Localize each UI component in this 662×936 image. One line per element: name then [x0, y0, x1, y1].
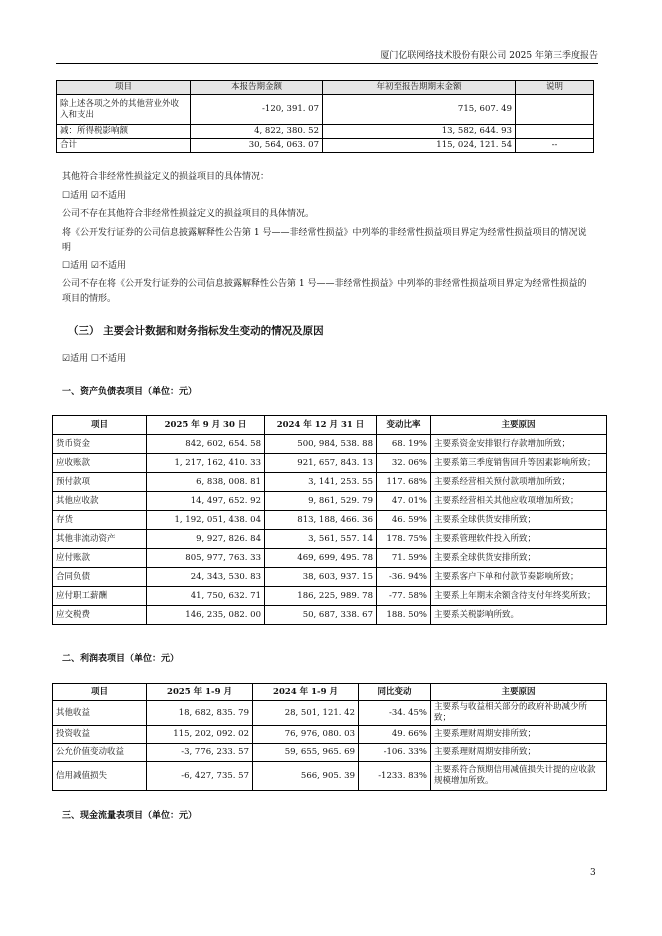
balance-sheet-table — [52, 415, 607, 625]
cell-current: 24, 343, 530. 83 — [147, 568, 265, 587]
cell-prior: 566, 905. 39 — [253, 762, 359, 791]
cell-current: 115, 202, 092. 02 — [147, 726, 253, 744]
cell-reason: 主要系关税影响所致。 — [431, 606, 607, 625]
cell-prior: 186, 225, 989. 78 — [265, 587, 377, 606]
col-header: 同比变动 — [359, 684, 431, 701]
section-title: （三） 主要会计数据和财务指标发生变动的情况及原因 — [68, 325, 324, 337]
cell-prior: 500, 984, 538. 88 — [265, 435, 377, 454]
col-header: 2024 年 12 月 31 日 — [265, 416, 377, 435]
cell-reason: 主要系上年期末余额含待支付年终奖所致； — [431, 587, 607, 606]
table-row — [53, 744, 607, 762]
cell-prior: 469, 699, 495. 78 — [265, 549, 377, 568]
table-row — [53, 726, 607, 744]
cell-item: 应付账款 — [53, 549, 147, 568]
cell-reason: 主要系管理软件投入所致； — [431, 530, 607, 549]
cell-item: 除上述各项之外的其他营业外收入和支出 — [57, 95, 191, 125]
paragraph: 将《公开发行证券的公司信息披露解释性公告第 1 号——非经常性损益》中列举的非经常性损益项目界定为经常性损益项目的情况说明 — [62, 228, 587, 253]
cell-prior: 3, 141, 253. 55 — [265, 473, 377, 492]
cell-reason: 主要系全球供货安排所致； — [431, 511, 607, 530]
table-row — [53, 492, 607, 511]
col-header: 项目 — [53, 416, 147, 435]
cell-value: 13, 582, 644. 93 — [323, 125, 516, 139]
paragraph: 公司不存在其他符合非经常性损益定义的损益项目的具体情况。 — [62, 209, 315, 219]
header-rule — [56, 63, 598, 64]
cell-value: 30, 564, 063. 07 — [191, 139, 323, 153]
cell-item: 应付职工薪酬 — [53, 587, 147, 606]
checkbox-applicable: ☑适用 ☐不适用 — [62, 354, 126, 364]
balance-sheet-title: 一、资产负债表项目（单位：元） — [62, 387, 198, 397]
cell-change: -1233. 83% — [359, 762, 431, 791]
col-header: 主要原因 — [431, 684, 607, 701]
cell-prior: 76, 976, 080. 03 — [253, 726, 359, 744]
col-header: 变动比率 — [377, 416, 431, 435]
col-header: 年初至报告期期末金额 — [323, 81, 516, 95]
cell-item: 合同负债 — [53, 568, 147, 587]
cell-current: 842, 602, 654. 58 — [147, 435, 265, 454]
table-row — [53, 435, 607, 454]
cell-item: 减：所得税影响额 — [57, 125, 191, 139]
cell-reason: 主要系符合预期信用减值损失计提的应收款规模增加所致。 — [431, 762, 607, 791]
cell-reason: 主要系与收益相关部分的政府补助减少所致； — [431, 701, 607, 726]
cell-current: 1, 192, 051, 438. 04 — [147, 511, 265, 530]
paragraph: 公司不存在将《公开发行证券的公司信息披露解释性公告第 1 号——非经常性损益》中列举的非经常性损益项目界定为经常性损益的项目的情形。 — [62, 279, 587, 304]
cell-prior: 50, 687, 338. 67 — [265, 606, 377, 625]
cell-current: -3, 776, 233. 57 — [147, 744, 253, 762]
cell-item: 其他收益 — [53, 701, 147, 726]
cell-item: 合计 — [57, 139, 191, 153]
cell-value: 715, 607. 49 — [323, 95, 516, 125]
cell-prior: 813, 188, 466. 36 — [265, 511, 377, 530]
col-header: 本报告期金额 — [191, 81, 323, 95]
cell-current: 1, 217, 162, 410. 33 — [147, 454, 265, 473]
cell-item: 其他应收款 — [53, 492, 147, 511]
table-header-row — [53, 684, 607, 701]
col-header: 项目 — [57, 81, 191, 95]
cell-current: 6, 838, 008. 81 — [147, 473, 265, 492]
page-number: 3 — [590, 868, 596, 878]
cell-change: -34. 45% — [359, 701, 431, 726]
cell-item: 应交税费 — [53, 606, 147, 625]
col-header: 说明 — [516, 81, 594, 95]
cell-prior: 921, 657, 843. 13 — [265, 454, 377, 473]
checkbox-applicable: ☐适用 ☑不适用 — [62, 191, 126, 201]
cell-reason: 主要系理财周期安排所致； — [431, 744, 607, 762]
cell-change: -106. 33% — [359, 744, 431, 762]
paragraph: 其他符合非经常性损益定义的损益项目的具体情况： — [62, 172, 270, 182]
cell-note: -- — [516, 139, 594, 153]
cell-note — [516, 125, 594, 139]
cell-change: 68. 19% — [377, 435, 431, 454]
col-header: 主要原因 — [431, 416, 607, 435]
table-row — [53, 568, 607, 587]
nonrecurring-table — [56, 80, 594, 153]
cell-current: 146, 235, 082. 00 — [147, 606, 265, 625]
cell-prior: 28, 501, 121. 42 — [253, 701, 359, 726]
cell-prior: 38, 603, 937. 15 — [265, 568, 377, 587]
table-row — [53, 473, 607, 492]
cell-reason: 主要系客户下单和付款节奏影响所致； — [431, 568, 607, 587]
income-statement-table — [52, 683, 607, 791]
cell-note — [516, 95, 594, 125]
cell-current: 18, 682, 835. 79 — [147, 701, 253, 726]
cell-change: 188. 50% — [377, 606, 431, 625]
cell-item: 预付款项 — [53, 473, 147, 492]
cell-change: 32. 06% — [377, 454, 431, 473]
income-statement-title: 二、利润表项目（单位：元） — [62, 654, 180, 664]
table-row — [53, 701, 607, 726]
cell-value: 4, 822, 380. 52 — [191, 125, 323, 139]
cell-item: 存货 — [53, 511, 147, 530]
table-row — [53, 511, 607, 530]
cell-change: 49. 66% — [359, 726, 431, 744]
table-header-row — [57, 81, 594, 95]
cell-change: 71. 59% — [377, 549, 431, 568]
cell-item: 其他非流动资产 — [53, 530, 147, 549]
cell-item: 应收账款 — [53, 454, 147, 473]
checkbox-applicable: ☐适用 ☑不适用 — [62, 261, 126, 271]
col-header: 2025 年 1-9 月 — [147, 684, 253, 701]
cell-current: 805, 977, 763. 33 — [147, 549, 265, 568]
cashflow-title: 三、现金流量表项目（单位：元） — [62, 811, 198, 821]
cell-item: 投资收益 — [53, 726, 147, 744]
table-row — [53, 530, 607, 549]
cell-reason: 主要系资金安排银行存款增加所致； — [431, 435, 607, 454]
col-header: 项目 — [53, 684, 147, 701]
cell-reason: 主要系理财周期安排所致； — [431, 726, 607, 744]
table-row — [57, 125, 594, 139]
col-header: 2024 年 1-9 月 — [253, 684, 359, 701]
cell-change: 117. 68% — [377, 473, 431, 492]
cell-reason: 主要系经营相关其他应收项增加所致； — [431, 492, 607, 511]
cell-change: -36. 94% — [377, 568, 431, 587]
cell-reason: 主要系经营相关预付款项增加所致； — [431, 473, 607, 492]
cell-reason: 主要系第三季度销售回升等因素影响所致； — [431, 454, 607, 473]
cell-current: -6, 427, 735. 57 — [147, 762, 253, 791]
table-header-row — [53, 416, 607, 435]
page-header: 厦门亿联网络技术股份有限公司 2025 年第三季度报告 — [380, 51, 598, 61]
cell-change: 178. 75% — [377, 530, 431, 549]
table-row — [53, 587, 607, 606]
table-row — [53, 549, 607, 568]
table-row — [57, 139, 594, 153]
cell-value: 115, 024, 121. 54 — [323, 139, 516, 153]
cell-prior: 9, 861, 529. 79 — [265, 492, 377, 511]
cell-prior: 59, 655, 965. 69 — [253, 744, 359, 762]
table-row — [53, 762, 607, 791]
table-row — [53, 606, 607, 625]
cell-change: 46. 59% — [377, 511, 431, 530]
cell-current: 41, 750, 632. 71 — [147, 587, 265, 606]
table-row — [57, 95, 594, 125]
cell-change: -77. 58% — [377, 587, 431, 606]
cell-prior: 3, 561, 557. 14 — [265, 530, 377, 549]
cell-current: 14, 497, 652. 92 — [147, 492, 265, 511]
table-row — [53, 454, 607, 473]
cell-change: 47. 01% — [377, 492, 431, 511]
cell-item: 公允价值变动收益 — [53, 744, 147, 762]
cell-reason: 主要系全球供货安排所致； — [431, 549, 607, 568]
cell-current: 9, 927, 826. 84 — [147, 530, 265, 549]
cell-value: -120, 391. 07 — [191, 95, 323, 125]
col-header: 2025 年 9 月 30 日 — [147, 416, 265, 435]
cell-item: 货币资金 — [53, 435, 147, 454]
cell-item: 信用减值损失 — [53, 762, 147, 791]
